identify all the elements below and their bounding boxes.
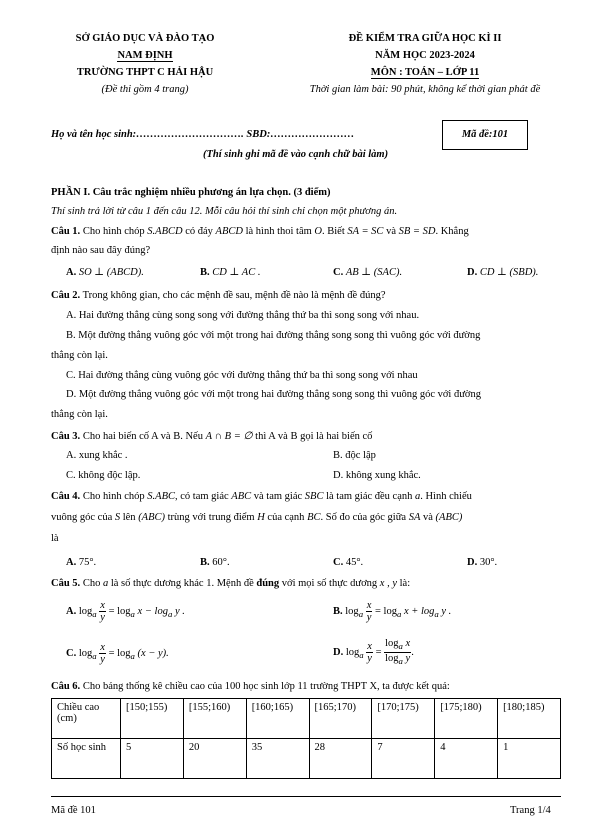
footer-divider — [51, 796, 561, 797]
q2-option-d[interactable]: D. Một đường thẳng vuông góc với một trong hai đường thẳng song song thì vuông góc với đường — [66, 389, 481, 400]
q1-option-b[interactable]: B. CD ⊥ AC . — [200, 267, 261, 278]
count-cell: 35 — [246, 739, 309, 779]
count-cell: 1 — [498, 739, 561, 779]
q2-option-c[interactable]: C. Hai đường thẳng cùng vuông góc với đường thẳng thứ ba thì song song với nhau — [66, 370, 418, 381]
question-3: Câu 3. Cho hai biến cố A và B. Nếu A ∩ B = ∅ thì A và B gọi là hai biến cố — [51, 431, 373, 442]
header-right — [280, 30, 570, 98]
province-name: NAM ĐỊNH — [117, 50, 173, 61]
fraction-logs: $\frac{\log_a x}{\log_a y}$ — [385, 638, 411, 667]
q5-option-b[interactable]: B. $\log_a$ $\frac{x}{y}$ = $\log_a x + \log_a y$ . — [333, 600, 452, 623]
page-count-note: (Đề thi gồm 4 trang) — [101, 84, 189, 95]
q3-option-d[interactable]: D. không xung khắc. — [333, 470, 421, 481]
exam-duration: Thời gian làm bài: 90 phút, không kể thời gian phát đề — [309, 84, 541, 95]
fraction: $\frac{x}{y}$ — [367, 641, 372, 665]
count-cell: 5 — [121, 739, 184, 779]
q5-option-d[interactable]: D. $\log_a$ $\frac{x}{y}$ = $\frac{\log_a x}{\log_a y}$ . — [333, 638, 414, 667]
student-name-line: Họ và tên học sinh:…………………………. SBD:…………………… — [51, 129, 355, 140]
table-row — [52, 739, 561, 779]
q2-option-a[interactable]: A. Hai đường thẳng cùng song song với đường thẳng thứ ba thì song song với nhau. — [66, 310, 420, 321]
question-4: Câu 4. Cho hình chóp S.ABC, có tam giác ABC và tam giác SBC là tam giác đều cạnh a. Hình chiếu — [51, 491, 472, 502]
header-left — [60, 30, 230, 98]
q5-option-c[interactable]: C. $\log_a$ $\frac{x}{y}$ = $\log_a (x - y)$. — [66, 642, 169, 665]
fraction: $\frac{x}{y}$ — [366, 600, 372, 623]
interval-cell: [155;160) — [183, 699, 246, 739]
code-note: (Thí sinh ghi mã đề vào cạnh chữ bài làm) — [203, 149, 389, 160]
interval-cell: [170;175) — [372, 699, 435, 739]
question-1: Câu 1. Cho hình chóp S.ABCD có đáy ABCD là hình thoi tâm O. Biết SA = SC và SB = SD. Khẳng — [51, 226, 469, 237]
row-header-height: Chiều cao (cm) — [52, 699, 121, 739]
count-cell: 20 — [183, 739, 246, 779]
interval-cell: [180;185) — [498, 699, 561, 739]
part1-instruction: Thí sinh trả lời từ câu 1 đến câu 12. Mỗi câu hỏi thí sinh chỉ chọn một phương án. — [51, 206, 398, 217]
fraction: $\frac{x}{y}$ — [100, 600, 105, 623]
q2-option-d-cont: thẳng còn lại. — [51, 409, 108, 420]
question-5: Câu 5. Cho a là số thực dương khác 1. Mệnh đề đúng với mọi số thực dương x , y là: — [51, 578, 411, 589]
fraction: $\frac{x}{y}$ — [100, 642, 105, 665]
subject: MÔN : TOÁN – LỚP 11 — [370, 67, 480, 78]
question-2: Câu 2. Trong không gian, cho các mệnh đề sau, mệnh đề nào là mệnh đề đúng? — [51, 290, 386, 301]
interval-cell: [165;170) — [309, 699, 372, 739]
q4-option-b[interactable]: B. 60°. — [200, 557, 230, 568]
q2-option-b-cont: thẳng còn lại. — [51, 350, 108, 361]
interval-cell: [160;165) — [246, 699, 309, 739]
q1-option-c[interactable]: C. AB ⊥ (SAC). — [333, 267, 403, 278]
q4-option-d[interactable]: D. 30°. — [467, 557, 498, 568]
part1-title: PHẦN I. Câu trắc nghiệm nhiều phương án lựa chọn. (3 điểm) — [51, 187, 331, 198]
school-year: NĂM HỌC 2023-2024 — [375, 50, 475, 61]
interval-cell: [150;155) — [121, 699, 184, 739]
question-1-line2: định nào sau đây đúng? — [51, 245, 151, 256]
interval-cell: [175;180) — [435, 699, 498, 739]
q1-option-a[interactable]: A. SO ⊥ (ABCD). — [66, 267, 144, 278]
q1-option-d[interactable]: D. CD ⊥ (SBD). — [467, 267, 539, 278]
footer-exam-code: Mã đề 101 — [51, 805, 96, 816]
department-name: SỞ GIÁO DỤC VÀ ĐÀO TẠO — [75, 33, 215, 44]
q4-option-a[interactable]: A. 75°. — [66, 557, 97, 568]
footer-page-number: Trang 1/4 — [510, 805, 551, 816]
question-6: Câu 6. Cho bảng thống kê chiều cao của 100 học sinh lớp 11 trường THPT X, ta được kết quả: — [51, 681, 450, 692]
count-cell: 7 — [372, 739, 435, 779]
q3-option-b[interactable]: B. độc lập — [333, 450, 376, 461]
count-cell: 4 — [435, 739, 498, 779]
school-name: TRƯỜNG THPT C HẢI HẬU — [76, 67, 214, 78]
height-statistics-table — [51, 698, 561, 779]
question-4-line2: vuông góc của S lên (ABC) trùng với trung điểm H của cạnh BC. Số đo của góc giữa SA và (ABC) — [51, 512, 463, 523]
exam-title: ĐỀ KIỂM TRA GIỮA HỌC KÌ II — [348, 33, 502, 44]
q4-option-c[interactable]: C. 45°. — [333, 557, 364, 568]
table-row — [52, 699, 561, 739]
q3-option-a[interactable]: A. xung khắc . — [66, 450, 128, 461]
question-4-line3: là — [51, 533, 59, 544]
q2-option-b[interactable]: B. Một đường thẳng vuông góc với một trong hai đường thẳng song song thì vuông góc với đường — [66, 330, 481, 341]
q5-option-a[interactable]: A. $\log_a$ $\frac{x}{y}$ = $\log_a x - \log_a y$ . — [66, 600, 185, 623]
exam-code-box: Mã đề:101 — [442, 120, 528, 150]
count-cell: 28 — [309, 739, 372, 779]
q3-option-c[interactable]: C. không độc lập. — [66, 470, 141, 481]
row-header-count: Số học sinh — [52, 739, 121, 779]
